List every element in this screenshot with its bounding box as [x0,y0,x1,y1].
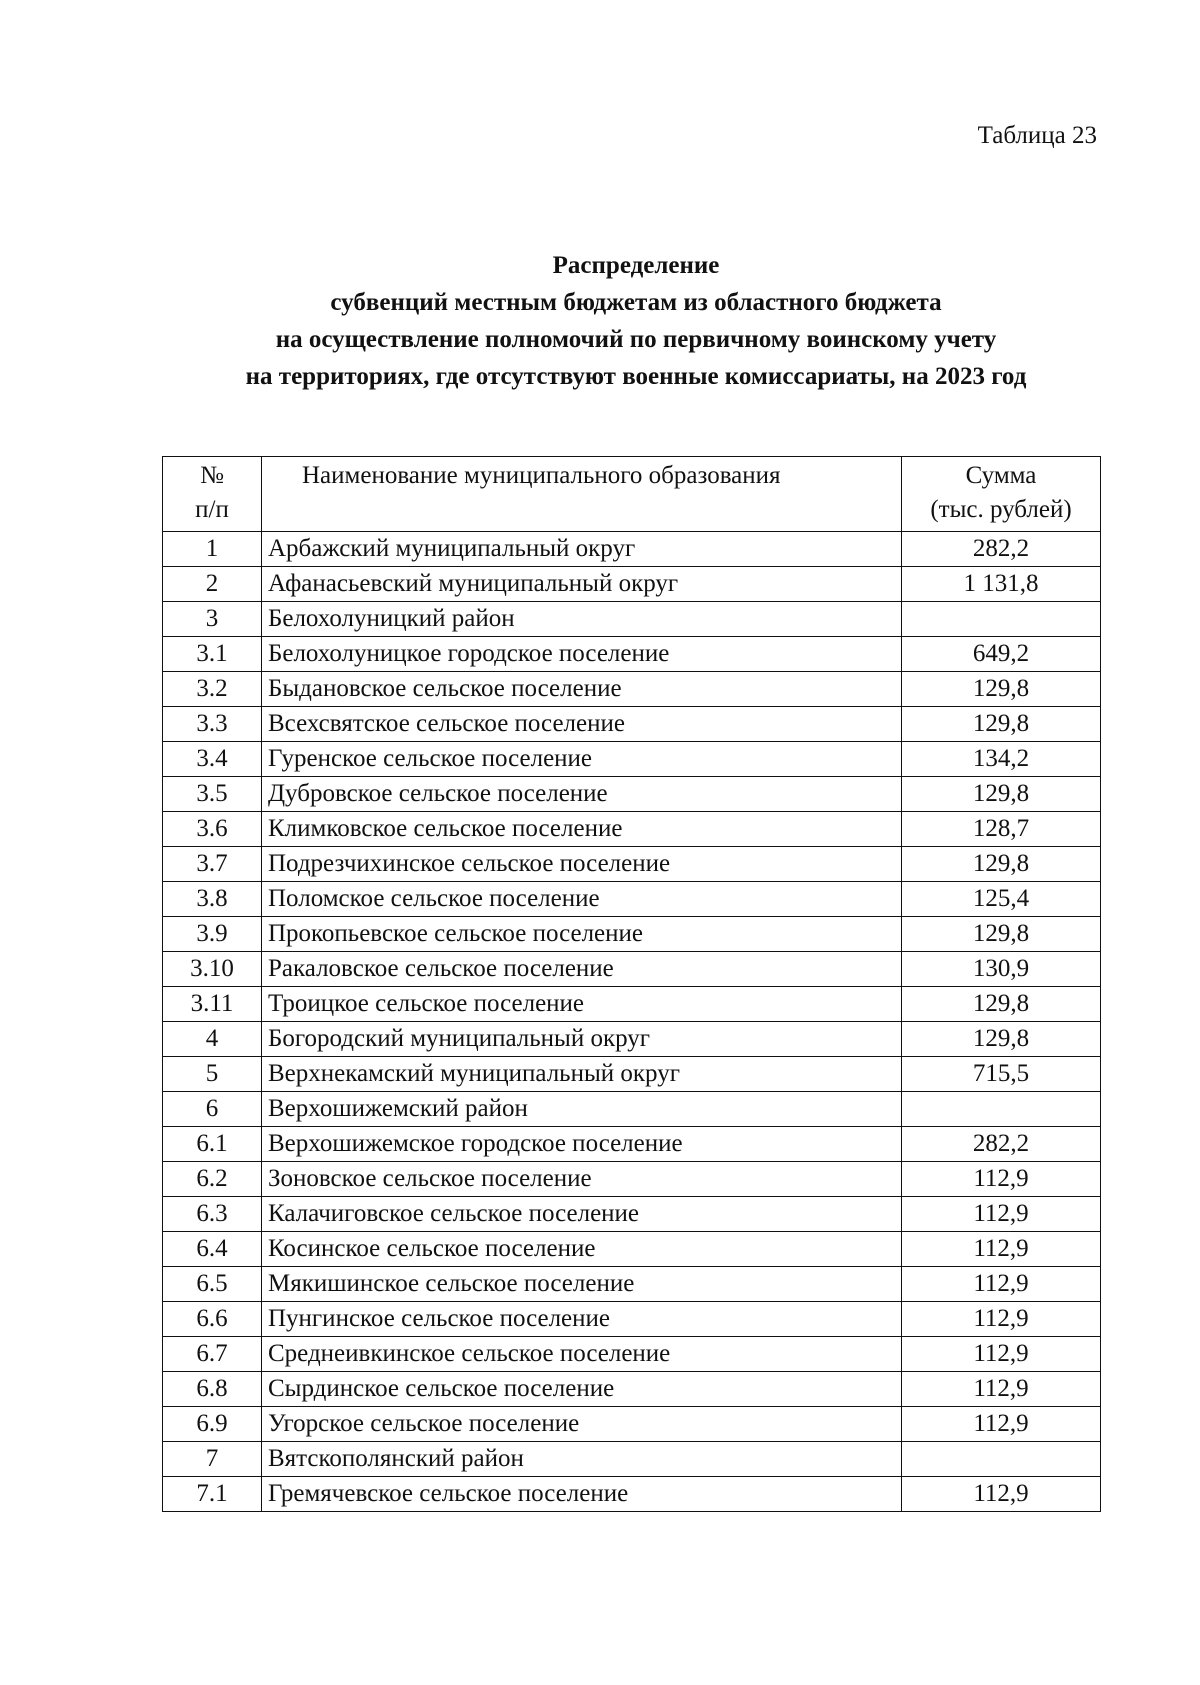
table-row [163,1057,1101,1092]
row-name-cell: Ракаловское сельское поселение [262,952,902,987]
row-name-cell: Верхнекамский муниципальный округ [262,1057,902,1092]
row-number-cell: 3.9 [163,917,262,952]
table-row [163,1302,1101,1337]
row-name-cell: Мякишинское сельское поселение [262,1267,902,1302]
row-number-cell: 5 [163,1057,262,1092]
row-sum-cell: 125,4 [902,882,1101,917]
row-sum-cell: 112,9 [902,1267,1101,1302]
row-name-cell: Верхошижемский район [262,1092,902,1127]
table-row [163,952,1101,987]
table-row [163,1092,1101,1127]
table-row [163,1372,1101,1407]
row-name-cell: Гремячевское сельское поселение [262,1477,902,1512]
header-number-line-2: п/п [195,496,229,523]
table-row [163,602,1101,637]
document-title [120,247,1152,395]
row-name-cell: Арбажский муниципальный округ [262,532,902,567]
table-row [163,1442,1101,1477]
row-name-cell: Всехсвятское сельское поселение [262,707,902,742]
header-number [163,457,262,532]
title-line-4: на территориях, где отсутствуют военные комиссариаты, на 2023 год [245,363,1027,390]
row-sum-cell: 112,9 [902,1337,1101,1372]
table-row [163,847,1101,882]
row-name-cell: Гуренское сельское поселение [262,742,902,777]
row-number-cell: 7.1 [163,1477,262,1512]
table-row [163,742,1101,777]
header-sum-line-2: (тыс. рублей) [930,496,1072,523]
row-sum-cell: 128,7 [902,812,1101,847]
row-name-cell: Быдановское сельское поселение [262,672,902,707]
table-row [163,532,1101,567]
row-number-cell: 6.4 [163,1232,262,1267]
row-number-cell: 6.8 [163,1372,262,1407]
row-sum-cell: 134,2 [902,742,1101,777]
table-row [163,707,1101,742]
title-line-3: на осуществление полномочий по первичному воинскому учету [275,326,997,353]
row-sum-cell: 112,9 [902,1197,1101,1232]
title-line-2: субвенций местным бюджетам из областного бюджета [330,289,942,316]
row-name-cell: Белохолуницкое городское поселение [262,637,902,672]
row-number-cell: 3 [163,602,262,637]
row-sum-cell: 112,9 [902,1372,1101,1407]
row-name-cell: Поломское сельское поселение [262,882,902,917]
table-row [163,1232,1101,1267]
row-sum-cell: 112,9 [902,1407,1101,1442]
row-number-cell: 1 [163,532,262,567]
row-sum-cell: 112,9 [902,1232,1101,1267]
row-number-cell: 6.9 [163,1407,262,1442]
row-sum-cell [902,1442,1101,1477]
table-row [163,567,1101,602]
header-sum-line-1: Сумма [965,462,1037,489]
row-number-cell: 4 [163,1022,262,1057]
table-row [163,1022,1101,1057]
row-sum-cell: 112,9 [902,1162,1101,1197]
header-sum [902,457,1101,532]
table-number-label: Таблица 23 [977,122,1097,149]
header-number-line-1: № [200,462,224,489]
row-name-cell: Верхошижемское городское поселение [262,1127,902,1162]
row-name-cell: Пунгинское сельское поселение [262,1302,902,1337]
row-number-cell: 3.7 [163,847,262,882]
row-number-cell: 3.11 [163,987,262,1022]
row-name-cell: Афанасьевский муниципальный округ [262,567,902,602]
row-name-cell: Сырдинское сельское поселение [262,1372,902,1407]
title-line-1: Распределение [552,252,720,279]
table-row [163,637,1101,672]
row-name-cell: Дубровское сельское поселение [262,777,902,812]
row-name-cell: Косинское сельское поселение [262,1232,902,1267]
header-row [163,457,1101,532]
row-name-cell: Подрезчихинское сельское поселение [262,847,902,882]
row-sum-cell: 112,9 [902,1477,1101,1512]
row-name-cell: Климковское сельское поселение [262,812,902,847]
header-name: Наименование муниципального образования [262,457,902,532]
table-row [163,1477,1101,1512]
row-name-cell: Калачиговское сельское поселение [262,1197,902,1232]
row-sum-cell: 129,8 [902,777,1101,812]
row-sum-cell: 129,8 [902,987,1101,1022]
row-sum-cell [902,1092,1101,1127]
table-body [163,532,1101,1512]
row-name-cell: Белохолуницкий район [262,602,902,637]
row-name-cell: Троицкое сельское поселение [262,987,902,1022]
row-number-cell: 7 [163,1442,262,1477]
row-sum-cell: 129,8 [902,847,1101,882]
row-number-cell: 6.1 [163,1127,262,1162]
row-number-cell: 3.5 [163,777,262,812]
row-number-cell: 6.3 [163,1197,262,1232]
row-name-cell: Среднеивкинское сельское поселение [262,1337,902,1372]
row-sum-cell [902,602,1101,637]
row-sum-cell: 649,2 [902,637,1101,672]
row-number-cell: 2 [163,567,262,602]
row-sum-cell: 112,9 [902,1302,1101,1337]
table-row [163,987,1101,1022]
table-row [163,1407,1101,1442]
row-sum-cell: 715,5 [902,1057,1101,1092]
table-header [163,457,1101,532]
table-row [163,812,1101,847]
row-sum-cell: 129,8 [902,672,1101,707]
row-number-cell: 3.1 [163,637,262,672]
row-number-cell: 6.2 [163,1162,262,1197]
row-sum-cell: 129,8 [902,1022,1101,1057]
row-number-cell: 3.4 [163,742,262,777]
row-number-cell: 3.10 [163,952,262,987]
table-row [163,1127,1101,1162]
row-name-cell: Зоновское сельское поселение [262,1162,902,1197]
row-number-cell: 3.8 [163,882,262,917]
row-sum-cell: 282,2 [902,1127,1101,1162]
row-number-cell: 3.2 [163,672,262,707]
row-name-cell: Прокопьевское сельское поселение [262,917,902,952]
row-number-cell: 3.3 [163,707,262,742]
row-number-cell: 6.5 [163,1267,262,1302]
table-row [163,1267,1101,1302]
table-row [163,917,1101,952]
row-sum-cell: 129,8 [902,707,1101,742]
row-number-cell: 6 [163,1092,262,1127]
distribution-table [162,456,1101,1512]
row-number-cell: 3.6 [163,812,262,847]
row-name-cell: Вятскополянский район [262,1442,902,1477]
table-row [163,672,1101,707]
table-row [163,1337,1101,1372]
row-name-cell: Угорское сельское поселение [262,1407,902,1442]
row-sum-cell: 130,9 [902,952,1101,987]
row-number-cell: 6.6 [163,1302,262,1337]
table-row [163,777,1101,812]
table-row [163,1162,1101,1197]
table-row [163,1197,1101,1232]
row-name-cell: Богородский муниципальный округ [262,1022,902,1057]
row-number-cell: 6.7 [163,1337,262,1372]
row-sum-cell: 282,2 [902,532,1101,567]
table-row [163,882,1101,917]
row-sum-cell: 1 131,8 [902,567,1101,602]
row-sum-cell: 129,8 [902,917,1101,952]
